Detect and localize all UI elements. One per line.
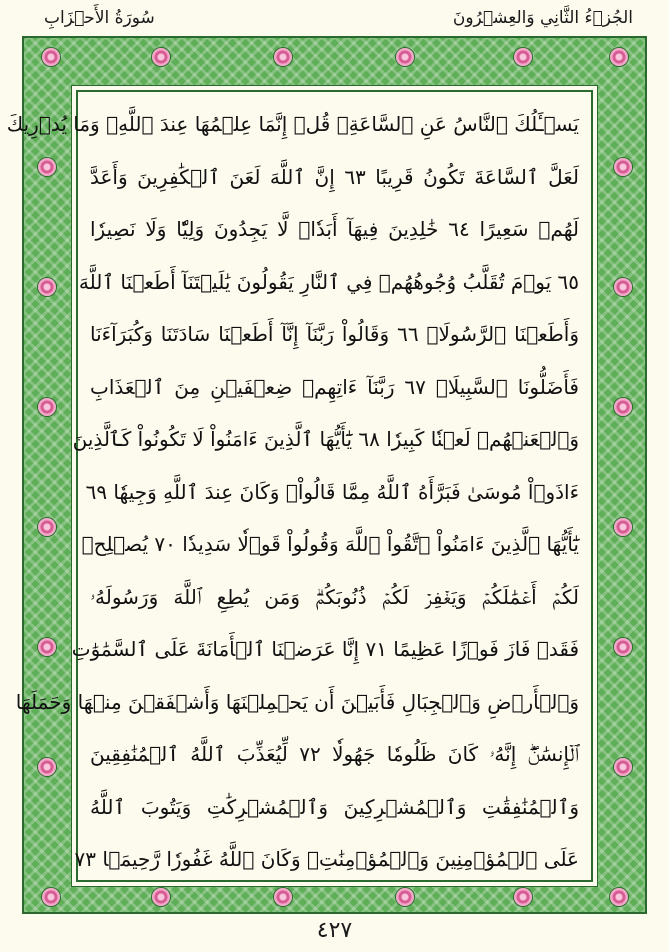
flower-ornament — [274, 48, 292, 66]
page-header — [0, 2, 669, 36]
verse-line: فَأَضَلُّونَا ٱلسَّبِيلَا۠ ٦٧ رَبَّنَآ ءَاتِهِمۡ ضِعۡفَيۡنِ مِنَ ٱلۡعَذَابِ — [90, 374, 579, 399]
verse-line: لَهُمۡ سَعِيرًا ٦٤ خَٰلِدِينَ فِيهَآ أَبَدٗاۖ لَّا يَجِدُونَ وَلِيّٗا وَلَا نَصِيرٗا — [90, 217, 580, 241]
verse-line: ٱلۡإِنسَٰنُۖ إِنَّهُۥ كَانَ ظَلُومٗا جَهُولٗا ٧٢ لِّيُعَذِّبَ ٱللَّهُ ٱلۡمُنَٰفِقِينَ — [90, 742, 579, 766]
verse-line: ٦٥ يَوۡمَ تُقَلَّبُ وُجُوهُهُمۡ فِي ٱلنَّارِ يَقُولُونَ يَٰلَيۡتَنَآ أَطَعۡنَا ٱللَّهَ — [78, 269, 579, 294]
verse-line: يَسۡـَٔلُكَ ٱلنَّاسُ عَنِ ٱلسَّاعَةِۖ قُلۡ إِنَّمَا عِلۡمُهَا عِندَ ٱللَّهِۚ وَمَا يُدۡرِيكَ — [6, 112, 579, 136]
flower-ornament — [38, 638, 56, 656]
flower-ornament — [42, 888, 60, 906]
verse-line: وَأَطَعۡنَا ٱلرَّسُولَا۠ ٦٦ وَقَالُواْ رَبَّنَآ إِنَّآ أَطَعۡنَا سَادَتَنَا وَكُبَرَآءَنَا — [90, 322, 579, 346]
flower-ornament — [514, 48, 532, 66]
verse-line: عَلَى ٱلۡمُؤۡمِنِينَ وَٱلۡمُؤۡمِنَٰتِۗ وَكَانَ ٱللَّهُ غَفُورٗا رَّحِيمَۢا ٧٣ — [74, 847, 579, 871]
flower-ornament — [42, 48, 60, 66]
flower-ornament — [614, 758, 632, 776]
surah-name: سُورَةُ الأَحۡزَابِ — [44, 8, 155, 28]
flower-ornament — [610, 888, 628, 906]
page-number: ٤٢٧ — [316, 918, 353, 943]
flower-ornament — [152, 888, 170, 906]
flower-ornament — [610, 48, 628, 66]
flower-ornament — [38, 398, 56, 416]
flower-ornament — [38, 518, 56, 536]
flower-ornament — [152, 48, 170, 66]
flower-ornament — [274, 888, 292, 906]
juz-name: الجُزۡءُ الثَّانِي وَالعِشۡرُونَ — [452, 8, 633, 28]
flower-ornament — [614, 278, 632, 296]
flower-ornament — [396, 48, 414, 66]
flower-ornament — [614, 158, 632, 176]
flower-ornament — [514, 888, 532, 906]
text-area — [6, 90, 593, 882]
flower-ornament — [38, 758, 56, 776]
verse-line: ءَاذَوۡاْ مُوسَىٰ فَبَرَّأَهُ ٱللَّهُ مِمَّا قَالُواْۚ وَكَانَ عِندَ ٱللَّهِ وَجِيهٗا ٦٩ — [85, 479, 579, 504]
flower-ornament — [38, 158, 56, 176]
verse-line: وَٱلۡمُنَٰفِقَٰتِ وَٱلۡمُشۡرِكِينَ وَٱلۡمُشۡرِكَٰتِ وَيَتُوبَ ٱللَّهُ — [90, 794, 579, 819]
verse-line: وَٱلۡعَنۡهُمۡ لَعۡنٗا كَبِيرٗا ٦٨ يَٰٓأَيُّهَا ٱلَّذِينَ ءَامَنُواْ لَا تَكُونُواْ كَٱلَّذِينَ — [72, 427, 579, 451]
verse-line: فَقَدۡ فَازَ فَوۡزًا عَظِيمًا ٧١ إِنَّا عَرَضۡنَا ٱلۡأَمَانَةَ عَلَى ٱلسَّمَٰوَٰتِ — [71, 637, 579, 661]
verse-line: لَعَلَّ ٱلسَّاعَةَ تَكُونُ قَرِيبًا ٦٣ إِنَّ ٱللَّهَ لَعَنَ ٱلۡكَٰفِرِينَ وَأَعَدَّ — [90, 164, 579, 189]
flower-ornament — [614, 638, 632, 656]
flower-ornament — [38, 278, 56, 296]
verse-line: وَٱلۡأَرۡضِ وَٱلۡجِبَالِ فَأَبَيۡنَ أَن يَحۡمِلۡنَهَا وَأَشۡفَقۡنَ مِنۡهَا وَحَمَلَهَا — [15, 689, 579, 714]
flower-ornament — [614, 518, 632, 536]
flower-ornament — [396, 888, 414, 906]
verse-lines — [6, 98, 580, 886]
verse-line: يَٰٓأَيُّهَا ٱلَّذِينَ ءَامَنُواْ ٱتَّقُواْ ٱللَّهَ وَقُولُواْ قَوۡلٗا سَدِيدٗا ٧٠ يُصۡلِحۡ — [81, 532, 579, 556]
verse-line: لَكُمۡ أَعۡمَٰلَكُمۡ وَيَغۡفِرۡ لَكُمۡ ذُنُوبَكُمۡۗ وَمَن يُطِعِ ٱللَّهَ وَرَسُولَهُۥ — [90, 584, 579, 609]
flower-ornament — [614, 398, 632, 416]
